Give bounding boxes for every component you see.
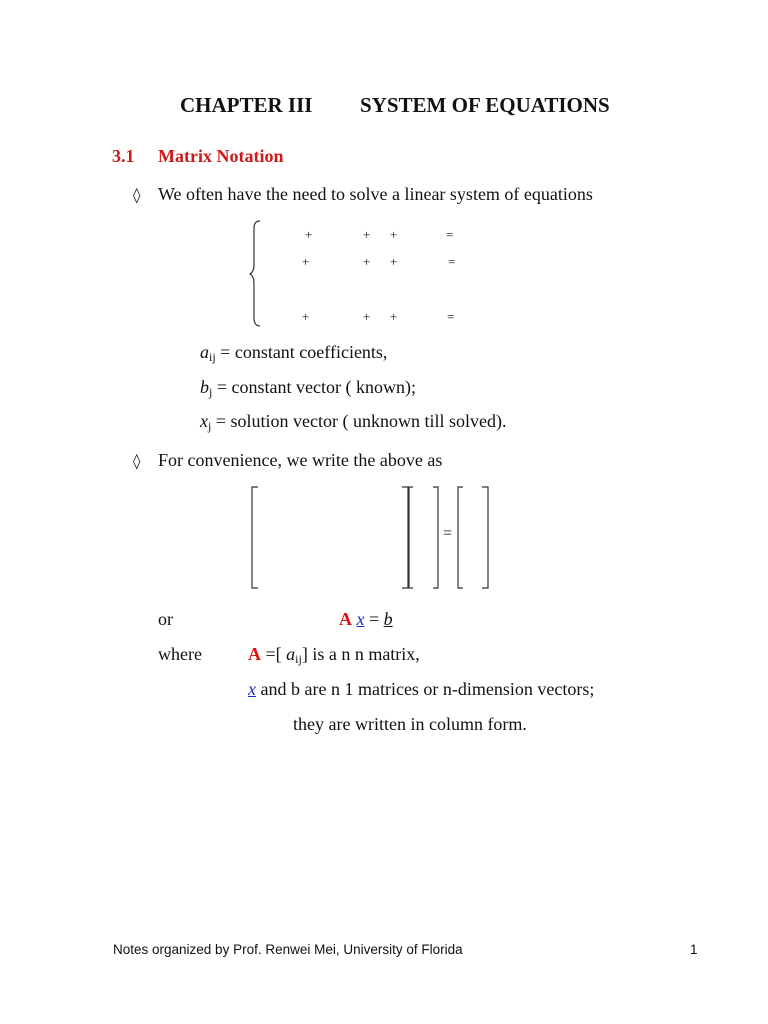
matrix-equals-sign: = [443, 525, 453, 542]
eq2-plus2: + [363, 254, 371, 269]
definition-aij-symbol: a [200, 342, 209, 362]
chapter-title: SYSTEM OF EQUATIONS [360, 93, 610, 117]
bullet-diamond-icon: ◊ [133, 186, 141, 204]
vector-x-right-bracket [431, 486, 443, 590]
eq2-plus1: + [302, 254, 310, 269]
eq3-equals: = [447, 309, 455, 324]
eq1-plus2: + [363, 227, 371, 242]
vector-b-left-bracket [455, 486, 467, 590]
definition-xj [200, 411, 506, 434]
where-open-bracket: =[ [261, 644, 287, 664]
system-brace [250, 220, 264, 328]
where-a-sub: ij [295, 652, 302, 666]
matrix-a-left-bracket [250, 486, 262, 590]
definition-bj [200, 377, 416, 400]
equals-text: = [364, 609, 384, 629]
definition-aij [200, 342, 387, 365]
where-a-symbol: a [286, 644, 296, 664]
where-A-symbol: A [248, 644, 261, 664]
definition-xj-text: = solution vector ( unknown till solved). [211, 411, 507, 431]
definition-bj-text: = constant vector ( known); [212, 377, 416, 397]
definition-aij-text: = constant coefficients, [215, 342, 388, 362]
page-number: 1 [690, 942, 698, 957]
section-number: 3.1 [112, 146, 135, 166]
vector-b-symbol: b [383, 609, 393, 629]
where-word: where [158, 644, 202, 664]
eq3-plus3: + [390, 309, 398, 324]
eq2-equals: = [448, 254, 456, 269]
definition-aij-sub: ij [209, 350, 216, 364]
vectors-rest-text: and b are n 1 matrices or n-dimension vectors; [256, 679, 595, 699]
definition-xj-symbol: x [200, 411, 208, 431]
eq1-plus3: + [390, 227, 398, 242]
or-word: or [158, 609, 173, 629]
definition-xj-sub: j [208, 419, 212, 433]
footer-note: Notes organized by Prof. Renwei Mei, University of Florida [113, 942, 463, 957]
bullet-diamond-icon: ◊ [133, 452, 141, 470]
matrix-definition [248, 644, 420, 667]
definition-bj-symbol: b [200, 377, 209, 397]
where-rest-text: ] is a n n matrix, [301, 644, 420, 664]
eq3-plus1: + [302, 309, 310, 324]
vector-b-right-bracket [480, 486, 492, 590]
eq1-equals: = [446, 227, 454, 242]
vector-x-left-bracket [405, 486, 417, 590]
intro-text: We often have the need to solve a linear system of equations [158, 184, 593, 204]
convenience-text: For convenience, we write the above as [158, 450, 443, 470]
eq3-plus2: + [363, 309, 371, 324]
matrix-form-equation [339, 609, 393, 630]
section-title: Matrix Notation [158, 146, 284, 166]
vectors-definition [248, 679, 594, 700]
eq2-plus3: + [390, 254, 398, 269]
definition-bj-sub: j [209, 385, 213, 399]
column-form-text: they are written in column form. [293, 714, 527, 734]
matrix-A-symbol: A [339, 609, 352, 629]
chapter-label: CHAPTER III [180, 93, 313, 117]
vector-x-symbol: x [356, 609, 365, 629]
vectors-x-symbol: x [248, 679, 256, 699]
eq1-plus1: + [305, 227, 313, 242]
